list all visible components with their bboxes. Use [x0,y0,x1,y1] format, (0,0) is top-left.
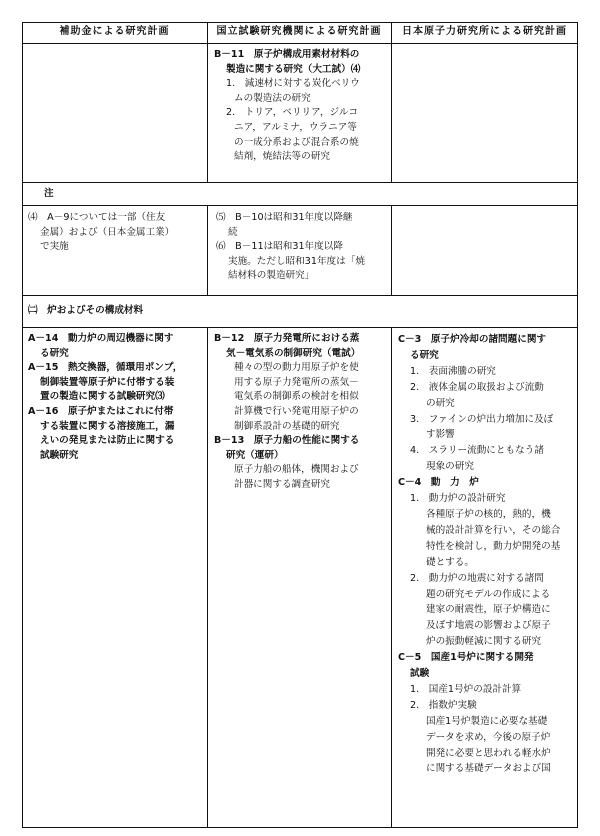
entry-line: A－16 原子炉またはこれに付帯 [28,405,174,417]
note-line: 結材料の製造研究」 [228,270,315,282]
document-page [22,22,578,828]
entry-line: 現象の研究 [426,461,474,473]
entry-line: 題の研究モデルの作成による [426,588,551,600]
entry-line: 2. 指数炉実験 [410,699,477,711]
entry-line: 1. 減速材に対する炭化ベリウ [226,78,360,90]
column-divider [207,22,208,182]
entry-line: の研究 [426,397,455,409]
note-b10-b11 [216,211,390,284]
header-jaeri: 日本原子力研究所による研究計画 [402,26,567,37]
entry-line: ムの製造法の研究 [234,92,311,104]
entry-line: 2. トリア，ベリリア，ジルコ [226,107,359,119]
entry-line: 2. 動力炉の地震に対する諸問 [410,572,544,584]
entry-line: B－12 原子力発電所における蒸 [214,333,360,344]
entry-line: 1. 動力炉の設計研究 [410,493,506,505]
entry-line: C－3 原子炉冷却の諸問題に関す [398,334,547,345]
entry-line: 4. スラリー流動にともなう諸 [410,445,544,457]
column-divider [391,22,392,182]
column-divider [207,205,208,295]
entry-line: 国産1号炉製造に必要な基礎 [426,715,548,727]
note-line: ⑸ B－10は昭和31年度以降継 [216,212,353,223]
c3-c5-entries [398,332,576,777]
header-subsidy: 補助金による研究計画 [59,26,170,37]
entry-line: データを求め，今後の原子炉 [426,731,551,743]
b11-entry [214,48,390,165]
entry-line: に関する基礎データおよび国 [426,763,551,775]
note-line: 実施。ただし昭和31年度は「焼 [228,255,365,267]
entry-line: 結剤，焼結法等の研究 [234,151,330,163]
entry-line: 製造に関する研究（大工試）⑷ [226,63,361,75]
note-heading: 注 [44,188,54,199]
column-divider [207,327,208,828]
entry-line: 炉の振動軽減に関する研究 [426,636,542,648]
column-divider [391,327,392,828]
entry-line: B－11 原子炉構成用素材材料の [214,49,360,60]
entry-line: C－5 国産1号炉に関する開発 [398,652,534,664]
entry-line: 用する原子力発電所の蒸気－ [234,376,359,388]
entry-line: す影響 [426,429,455,441]
entry-line: 械的設計計算を行い，その総合 [426,524,561,536]
entry-line: 及ぼす地震の影響および原子 [426,620,551,632]
row-divider [22,295,578,296]
entry-line: 礎とする。 [426,556,474,568]
entry-line: ニア，アルミナ，ウラニア等 [234,121,357,133]
entry-line: A－15 熱交換器，循環用ポンプ， [28,362,183,374]
entry-line: 3. ファインの炉出力増加に及ぼ [410,413,554,425]
note-line: 続 [228,226,238,238]
entry-line: 1. 表面沸騰の研究 [410,365,496,377]
entry-line: A－14 動力炉の周辺機器に関す [28,333,174,344]
entry-line: えいの発見または防止に関する [40,435,175,447]
entry-line: する装置に関する溶接施工，漏 [40,420,175,432]
entry-line: 原子力船の船体，機関および [234,464,359,476]
entry-line: 各種原子炉の核的，熱的，機 [426,508,551,520]
entry-line: 試験 [410,668,430,680]
note-line: 金属）および（日本金属工業） [40,226,175,238]
entry-line: 特性を検討し，動力炉開発の基 [426,540,561,552]
entry-line: 建家の耐震性，原子炉構造に [426,604,551,616]
note-line: で実施 [40,241,69,253]
header-divider [22,43,578,44]
row-divider [22,182,578,183]
section-heading: ㈡ 炉およびその構成材料 [28,305,144,316]
column-divider [391,205,392,295]
row-divider [22,205,578,206]
note-line: ⑹ B－11は昭和31年度以降 [216,241,343,253]
b12-b13-entries [214,332,390,493]
entry-line: C－4 動 力 炉 [398,477,479,489]
entry-line: る研究 [410,349,439,361]
header-national-labs: 国立試験研究機関による研究計画 [216,26,382,37]
entry-line: 置の製造に関する試験研究⑶ [40,391,165,403]
entry-line: 種々の型の動力用原子炉を使 [234,362,359,374]
entry-line: 計器に関する調査研究 [234,478,330,490]
entry-line: 開発に必要と思われる軽水炉 [426,747,551,759]
note-line: ⑷ A－9については一部（住友 [28,212,166,223]
entry-line: 1. 国産1号炉の設計計算 [410,683,522,695]
entry-line: 制御装置等原子炉に付帯する装 [40,376,175,388]
entry-line: 計算機で行い発電用原子炉の [234,405,359,417]
entry-line: る研究 [40,347,69,359]
note-a9 [28,211,206,255]
a14-a16-entries [28,332,206,463]
entry-line: B－13 原子力船の性能に関する [214,435,360,447]
row-divider [22,327,578,328]
entry-line: 電気系の制御系の検討を相似 [234,391,359,403]
entry-line: 研究（運研） [226,449,284,461]
entry-line: の一成分系および混合系の焼 [234,136,359,148]
entry-line: 試験研究 [40,449,79,461]
entry-line: 2. 液体金属の取扱および流動 [410,381,544,393]
entry-line: 気－電気系の制御研究（電試） [226,347,361,359]
entry-line: 制御系設計の基礎的研究 [234,420,340,432]
